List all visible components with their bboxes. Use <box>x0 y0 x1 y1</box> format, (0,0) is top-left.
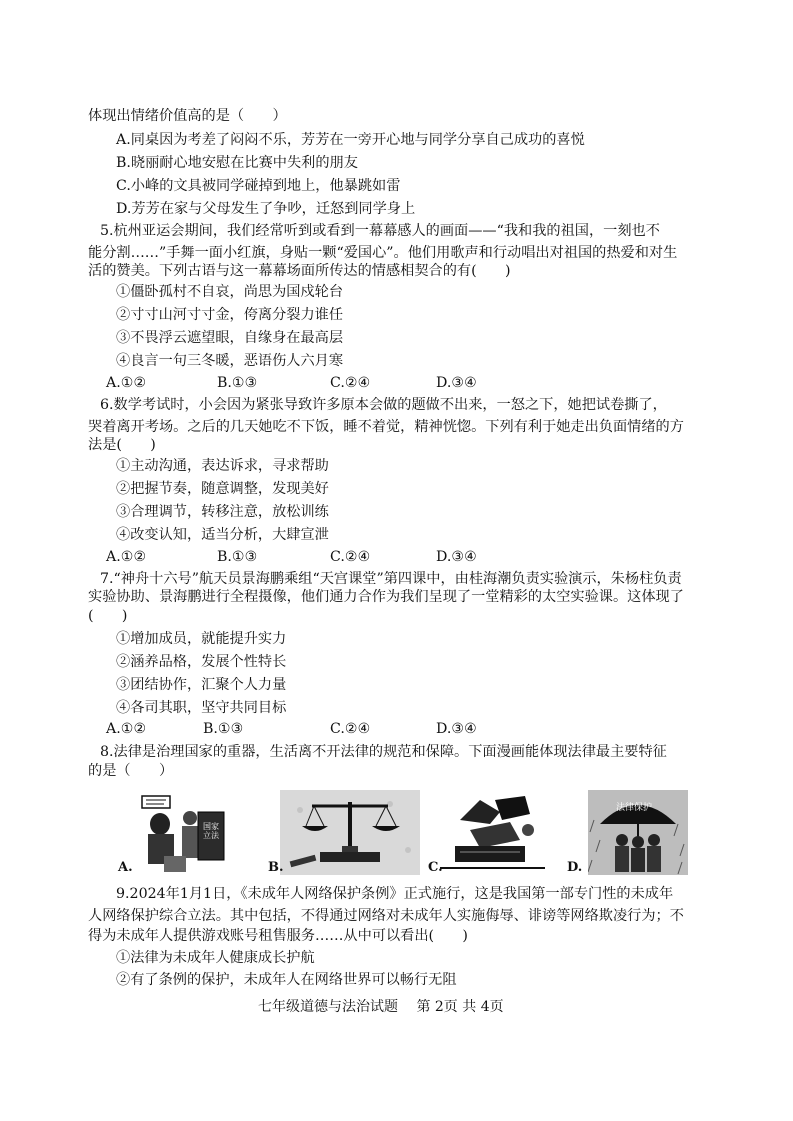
q6-choice-c: C.②④ <box>330 549 371 565</box>
q6-item-3: ③合理调节，转移注意，放松训练 <box>116 504 329 520</box>
q7-item-1: ①增加成员，就能提升实力 <box>116 631 287 647</box>
q4-option-c: C.小峰的文具被同学碰掉到地上，他暴跳如雷 <box>116 178 401 194</box>
q6-item-2: ②把握节奏，随意调整，发现美好 <box>116 481 329 497</box>
q5-choice-c: C.②④ <box>330 375 371 391</box>
picture-label-b: B. <box>268 860 284 875</box>
q6-item-4: ④改变认知，适当分析，大肆宣泄 <box>116 527 329 543</box>
cartoon-d-umbrella-text: 法律保护 <box>616 803 653 813</box>
page-footer: 七年级道德与法治试题 第 2页 共 4页 <box>258 999 504 1015</box>
q6-choice-a: A.①② <box>106 549 147 565</box>
q5-choice-d: D.③④ <box>436 375 477 391</box>
q8-stem-line1: 8.法律是治理国家的重器，生活离不开法律的规范和保障。下面漫画能体现法律最主要特征 <box>100 744 667 760</box>
cartoon-a-sign-text: 国家立法 <box>203 822 219 840</box>
q7-item-2: ②涵养品格，发展个性特长 <box>116 654 287 670</box>
q7-item-3: ③团结协作，汇聚个人力量 <box>116 677 287 693</box>
q9-stem-line2: 人网络保护综合立法。其中包括，不得通过网络对未成年人实施侮辱、诽谤等网络欺凌行为；不 <box>88 908 684 924</box>
q5-choice-a: A.①② <box>106 375 147 391</box>
q4-stem-end: 体现出情绪价值高的是（ ） <box>88 108 287 124</box>
q7-choice-c: C.②④ <box>330 721 371 737</box>
q8-stem-line2: 的是（ ） <box>88 763 174 779</box>
q7-stem-line2: 实验协助、景海鹏进行全程摄像，他们通力合作为我们呈现了一堂精彩的太空实验课。这体现了 <box>88 589 684 605</box>
q4-option-b: B.晓丽耐心地安慰在比赛中失利的朋友 <box>116 155 358 171</box>
q7-item-4: ④各司其职，坚守共同目标 <box>116 700 287 716</box>
q6-item-1: ①主动沟通，表达诉求，寻求帮助 <box>116 458 329 474</box>
q5-item-2: ②寸寸山河寸寸金，侉离分裂力谁任 <box>116 307 344 323</box>
q9-stem-line3: 得为未成年人提供游戏账号租售服务……从中可以看出( ) <box>88 928 468 944</box>
q7-stem-line1: 7.“神舟十六号”航天员景海鹏乘组“天宫课堂”第四课中，由桂海潮负责实验演示，朱杨柱负责 <box>100 571 682 587</box>
cartoon-a <box>130 790 230 875</box>
q5-stem-line2: 能分割……”手舞一面小红旗，身贴一颗“爱国心”。他们用歌声和行动唱出对祖国的热爱和对生 <box>88 245 678 261</box>
q9-item-1: ①法律为未成年人健康成长护航 <box>116 950 315 966</box>
q9-item-2: ②有了条例的保护，未成年人在网络世界可以畅行无阻 <box>116 972 457 988</box>
cartoon-b-scales <box>280 790 420 875</box>
q7-choice-a: A.①② <box>106 721 147 737</box>
q7-choice-d: D.③④ <box>436 721 477 737</box>
cartoon-c <box>440 790 545 875</box>
picture-label-d: D. <box>567 860 583 875</box>
picture-label-a: A. <box>118 860 133 875</box>
q5-stem-line3: 活的赞美。下列古语与这一幕幕场面所传达的情感相契合的有( ) <box>88 263 511 279</box>
q6-stem-line1: 6.数学考试时，小会因为紧张导致许多原本会做的题做不出来，一怒之下，她把试卷撕了， <box>100 397 667 413</box>
cartoon-b <box>280 790 420 875</box>
q6-choice-b: B.①③ <box>217 549 258 565</box>
q9-stem-line1: 9.2024年1月1日，《未成年人网络保护条例》正式施行，这是我国第一部专门性的未成年 <box>116 886 674 902</box>
q5-item-1: ①僵卧孤村不自哀，尚思为国戍轮台 <box>116 284 344 300</box>
q7-stem-line3: ( ) <box>88 608 128 624</box>
q5-choice-b: B.①③ <box>217 375 258 391</box>
q6-stem-line2: 哭着离开考场。之后的几天她吃不下饭，睡不着觉，精神恍惚。下列有利于她走出负面情绪的方 <box>88 419 684 435</box>
q6-choice-d: D.③④ <box>436 549 477 565</box>
cartoon-d <box>588 790 688 875</box>
q5-stem-line1: 5.杭州亚运会期间，我们经常听到或看到一幕幕感人的画面——“我和我的祖国，一刻也不 <box>100 223 660 239</box>
cartoon-c-drawing <box>440 790 545 875</box>
q5-item-3: ③不畏浮云遮望眼，自缘身在最高层 <box>116 330 344 346</box>
q4-option-a: A.同桌因为考差了闷闷不乐，芳芳在一旁开心地与同学分享自己成功的喜悦 <box>116 132 585 148</box>
q5-item-4: ④良言一句三冬暖，恶语伤人六月寒 <box>116 353 344 369</box>
q7-choice-b: B.①③ <box>203 721 244 737</box>
q4-option-d: D.芳芳在家与父母发生了争吵，迁怒到同学身上 <box>116 201 416 217</box>
q6-stem-line3: 法是( ) <box>88 437 156 453</box>
picture-label-c: C. <box>428 860 443 875</box>
